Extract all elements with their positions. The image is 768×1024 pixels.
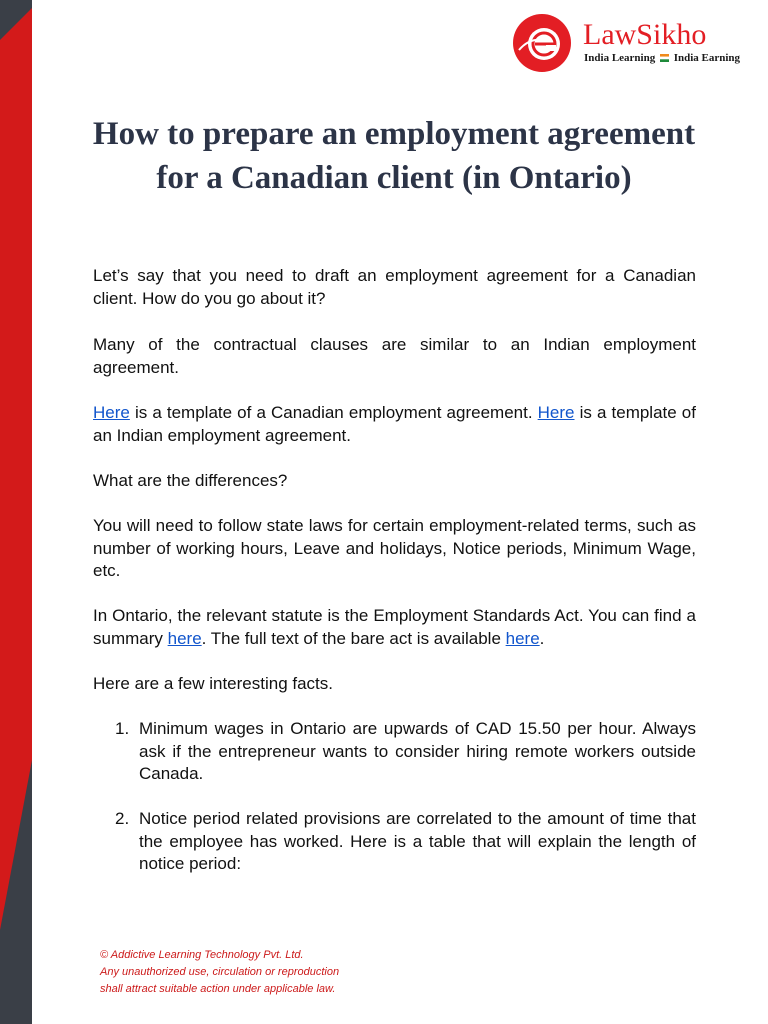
bare-act-link[interactable]: here (505, 628, 540, 648)
footer-line-2: Any unauthorized use, circulation or reproduction (100, 966, 340, 978)
differences-question: What are the differences? (93, 471, 288, 490)
footer-line-3: shall attract suitable action under applicable law. (100, 983, 336, 995)
logo-e-icon (513, 14, 571, 72)
canadian-template-link[interactable]: Here (93, 403, 130, 422)
state-laws-paragraph: You will need to follow state laws for certain employment-related terms, such as number of working hours, Leave and holidays, Notice periods, Minimum Wage, etc. (93, 516, 696, 580)
list-item (115, 808, 696, 876)
flag-icon (660, 54, 669, 62)
list-number: 2. (115, 809, 130, 828)
tagline-right: India Earning (673, 52, 741, 64)
logo-wordmark: LawSikho (583, 18, 707, 51)
indian-template-link[interactable]: Here (537, 403, 575, 422)
templates-text-2: is a template of an Indian employment agreement. (93, 403, 696, 445)
list-item-text: Notice period related provisions are correlated to the amount of time that the employee has worked. Here is a table that will explain the length of notice period: (139, 809, 696, 873)
copyright-footer (100, 947, 400, 998)
ontario-text-1: In Ontario, the relevant statute is the Employment Standards Act. You can find a summary (93, 606, 696, 648)
tagline-left: India Learning (584, 52, 656, 64)
lawsikho-logo (513, 14, 753, 72)
templates-text-1: is a template of a Canadian employment agreement. (129, 403, 538, 422)
list-item (115, 718, 696, 786)
list-item-text: Minimum wages in Ontario are upwards of CAD 15.50 per hour. Always ask if the entrepreneur wants to consider hiring remote workers outside Canada. (139, 719, 696, 783)
list-number: 1. (115, 719, 130, 738)
similar-clauses-paragraph: Many of the contractual clauses are similar to an Indian employment agreement. (93, 335, 696, 377)
summary-link[interactable]: here (167, 628, 202, 648)
templates-paragraph (93, 402, 696, 447)
left-decorative-band (0, 0, 32, 1024)
ontario-text-2: . The full text of the bare act is available (201, 628, 506, 648)
logo-tagline (584, 52, 740, 64)
footer-line-1: © Addictive Learning Technology Pvt. Ltd. (100, 949, 304, 961)
facts-intro: Here are a few interesting facts. (93, 674, 334, 693)
document-title: How to prepare an employment agreement for a Canadian client (in Ontario) (92, 116, 696, 196)
ontario-statute-paragraph (93, 605, 696, 650)
intro-paragraph: Let’s say that you need to draft an employment agreement for a Canadian client. How do you go about it? (93, 266, 696, 308)
ontario-text-3: . (539, 628, 545, 648)
